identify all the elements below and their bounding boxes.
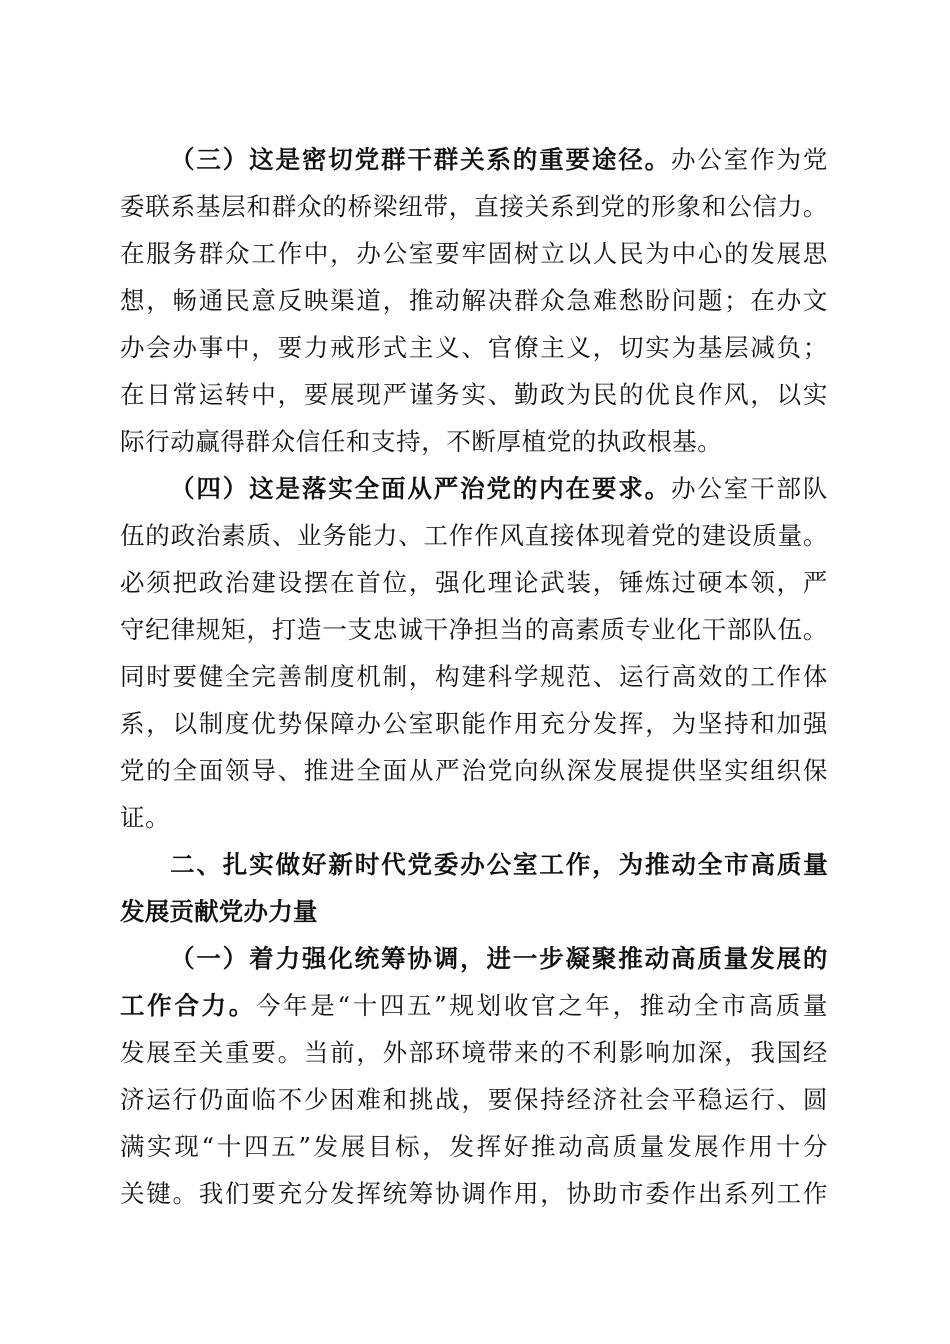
section-4-line-2: 伍的政治素质、业务能力、工作作风直接体现着党的建设质量。 [120,521,828,550]
section-3-line-1 [170,143,828,177]
section-4-line-3: 必须把政治建设摆在首位，强化理论武装，锤炼过硬本领，严 [120,568,828,597]
section-3-line-2: 委联系基层和群众的桥梁纽带，直接关系到党的形象和公信力。 [120,192,828,221]
subsection-1-line-4: 济运行仍面临不少困难和挑战，要保持经济社会平稳运行、圆 [120,1085,828,1114]
subsection-1-line-1: （一）着力强化统筹协调，进一步凝聚推动高质量发展的 [170,944,828,973]
section-3-line-7: 际行动赢得群众信任和支持，不断厚植党的执政根基。 [120,427,723,456]
subsection-1-line-2-rest: 今年是“十四五”规划收官之年，推动全市高质量 [255,991,829,1020]
section-4-line-1-rest: 办公室干部队 [671,474,828,503]
subsection-1-line-5: 满实现“十四五”发展目标，发挥好推动高质量发展作用十分 [120,1132,828,1161]
heading-2-line-1: 二、扎实做好新时代党委办公室工作，为推动全市高质量 [170,850,828,879]
heading-2-line-2: 发展贡献党办力量 [120,897,318,926]
section-4-line-8: 证。 [120,803,171,832]
section-3-line-5: 办会办事中，要力戒形式主义、官僚主义，切实为基层减负； [120,333,828,362]
section-4-line-6: 系，以制度优势保障办公室职能作用充分发挥，为坚持和加强 [120,709,828,738]
section-3-line-3: 在服务群众工作中，办公室要牢固树立以人民为中心的发展思 [120,239,828,268]
section-4-line-4: 守纪律规矩，打造一支忠诚干净担当的高素质专业化干部队伍。 [120,615,828,644]
section-4-lead: （四）这是落实全面从严治党的内在要求。 [170,474,672,503]
subsection-1-line-3: 发展至关重要。当前，外部环境带来的不利影响加深，我国经 [120,1038,828,1067]
subsection-1-line-2 [120,989,828,1023]
section-3-line-6: 在日常运转中，要展现严谨务实、勤政为民的优良作风，以实 [120,380,828,409]
section-3-lead: （三）这是密切党群干群关系的重要途径。 [170,145,672,174]
section-4-line-5: 同时要健全完善制度机制，构建科学规范、运行高效的工作体 [120,662,828,691]
section-3-line-4: 想，畅通民意反映渠道，推动解决群众急难愁盼问题；在办文 [120,286,828,315]
section-4-line-7: 党的全面领导、推进全面从严治党向纵深发展提供坚实组织保 [120,756,828,785]
subsection-1-line-6: 关键。我们要充分发挥统筹协调作用，协助市委作出系列工作 [120,1179,828,1208]
section-3-line-1-rest: 办公室作为党 [671,145,828,174]
section-4-line-1 [170,472,828,506]
subsection-1-lead-end: 工作合力。 [120,991,256,1020]
